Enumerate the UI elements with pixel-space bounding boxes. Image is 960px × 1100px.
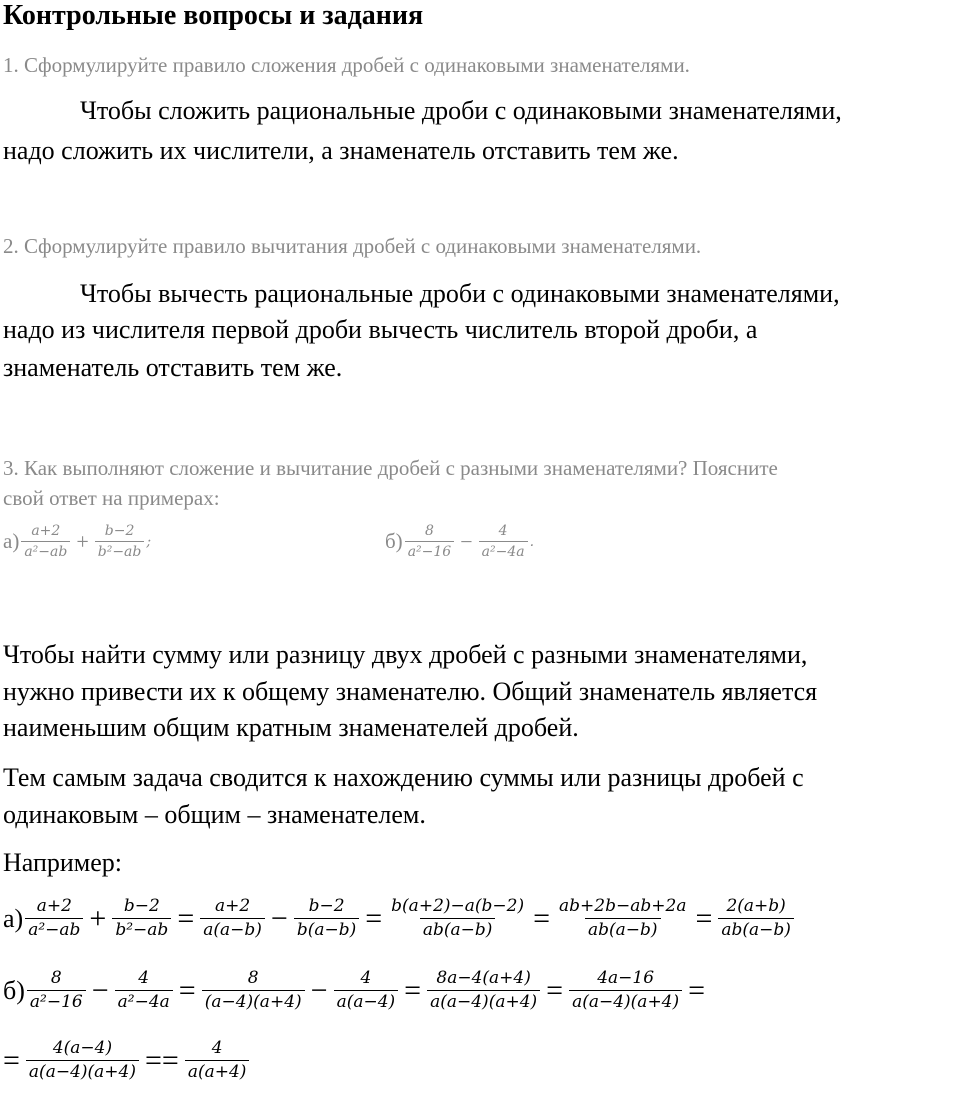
fraction bbox=[202, 970, 305, 1011]
operator: − bbox=[310, 973, 328, 1007]
denominator: b(a−b) bbox=[294, 918, 359, 939]
equals-sign: = bbox=[688, 973, 706, 1007]
answer-2-line-3: знаменатель отставить тем же. bbox=[3, 353, 343, 382]
equals-sign: = bbox=[546, 973, 564, 1007]
answer-3-p1-line-3: наименьшим общим кратным знаменателей дробей. bbox=[3, 713, 579, 742]
numerator: 4 bbox=[360, 968, 372, 988]
numerator: 8 bbox=[424, 523, 434, 539]
solution-b-label: б) bbox=[3, 975, 25, 1005]
fraction bbox=[26, 1040, 139, 1081]
operator: + bbox=[76, 528, 89, 554]
numerator: 8 bbox=[247, 968, 259, 988]
numerator: 4 bbox=[211, 1038, 223, 1058]
answer-1-line-2: надо сложить их числители, а знаменатель отставить тем же. bbox=[3, 136, 679, 165]
example-heading: Например: bbox=[3, 848, 123, 877]
numerator: 2(a+b) bbox=[726, 896, 786, 916]
solution-a bbox=[3, 898, 796, 939]
fraction bbox=[21, 524, 70, 559]
page-title: Контрольные вопросы и задания bbox=[3, 0, 424, 31]
fraction bbox=[556, 898, 689, 939]
numerator: b−2 bbox=[123, 896, 160, 916]
numerator: b(a+2)−a(b−2) bbox=[391, 896, 525, 916]
numerator: 4a−16 bbox=[597, 968, 655, 988]
equals-sign: = bbox=[533, 901, 551, 935]
fraction bbox=[200, 898, 265, 939]
fraction bbox=[115, 970, 173, 1011]
denominator: a(a+4) bbox=[185, 1060, 250, 1081]
denominator: a(a−4) bbox=[334, 990, 399, 1011]
fraction bbox=[27, 970, 86, 1011]
question-3-line-2: свой ответ на примерах: bbox=[3, 486, 220, 510]
numerator: a+2 bbox=[36, 896, 72, 916]
fraction bbox=[334, 970, 399, 1011]
equals-sign: = bbox=[177, 901, 195, 935]
equals-sign: = bbox=[404, 973, 422, 1007]
question-1: 1. Сформулируйте правило сложения дробей с одинаковыми знаменателями. bbox=[3, 53, 690, 77]
denominator: a²−16 bbox=[27, 990, 86, 1011]
fraction bbox=[388, 898, 527, 939]
denominator: a²−4a bbox=[115, 990, 173, 1011]
question-2: 2. Сформулируйте правило вычитания дробей с одинаковыми знаменателями. bbox=[3, 234, 702, 258]
denominator: ab(a−b) bbox=[718, 918, 794, 939]
fraction bbox=[405, 524, 455, 559]
equals-sign: = bbox=[3, 1043, 20, 1077]
equals-sign: = bbox=[365, 901, 383, 935]
fraction bbox=[112, 898, 171, 939]
fraction bbox=[95, 524, 145, 559]
numerator: 8a−4(a+4) bbox=[436, 968, 531, 988]
fraction bbox=[185, 1040, 250, 1081]
fraction bbox=[294, 898, 359, 939]
answer-1-line-1: Чтобы сложить рациональные дроби с одинаковыми знаменателями, bbox=[80, 96, 842, 125]
numerator: a+2 bbox=[214, 896, 251, 916]
denominator: a(a−4)(a+4) bbox=[26, 1060, 139, 1081]
denominator: a²−16 bbox=[405, 541, 455, 559]
answer-3-p2-line-1: Тем самым задача сводится к нахождению суммы или разницы дробей с bbox=[3, 763, 804, 792]
denominator: (a−4)(a+4) bbox=[202, 990, 305, 1011]
question-3-example-a bbox=[3, 524, 151, 559]
denominator: a(a−4)(a+4) bbox=[427, 990, 540, 1011]
fraction bbox=[569, 970, 682, 1011]
answer-3-p1-line-2: нужно привести их к общему знаменателю. Общий знаменатель является bbox=[3, 677, 818, 706]
denominator: a(a−4)(a+4) bbox=[569, 990, 682, 1011]
answer-2-line-2: надо из числителя первой дроби вычесть числитель второй дроби, а bbox=[3, 315, 758, 344]
numerator: 8 bbox=[50, 968, 62, 988]
answer-2-line-1: Чтобы вычесть рациональные дроби с одинаковыми знаменателями, bbox=[80, 279, 840, 308]
punctuation: ; bbox=[146, 533, 152, 550]
question-3-line-1: 3. Как выполняют сложение и вычитание дробей с разными знаменателями? Поясните bbox=[3, 456, 778, 480]
denominator: a(a−b) bbox=[200, 918, 265, 939]
numerator: 4 bbox=[138, 968, 150, 988]
denominator: b²−ab bbox=[95, 541, 145, 559]
denominator: a²−4a bbox=[479, 541, 528, 559]
fraction bbox=[427, 970, 540, 1011]
solution-b-line-1 bbox=[3, 970, 709, 1011]
fraction bbox=[718, 898, 794, 939]
solution-b-line-2 bbox=[3, 1040, 251, 1081]
numerator: 4(a−4) bbox=[52, 1038, 113, 1058]
answer-3-p2-line-2: одинаковым – общим – знаменателем. bbox=[3, 800, 426, 829]
operator: − bbox=[270, 901, 288, 935]
answer-3-p1-line-1: Чтобы найти сумму или разницу двух дробей с разными знаменателями, bbox=[3, 640, 808, 669]
example-a-label: а) bbox=[3, 529, 20, 553]
equals-sign: = bbox=[695, 901, 713, 935]
numerator: ab+2b−ab+2a bbox=[559, 896, 687, 916]
question-3-example-b bbox=[385, 524, 534, 559]
operator: − bbox=[460, 528, 473, 554]
fraction bbox=[25, 898, 83, 939]
operator: + bbox=[89, 901, 107, 935]
operator: − bbox=[91, 973, 109, 1007]
denominator: ab(a−b) bbox=[585, 918, 661, 939]
numerator: a+2 bbox=[31, 523, 61, 539]
fraction bbox=[479, 524, 528, 559]
numerator: 4 bbox=[498, 523, 508, 539]
denominator: a²−ab bbox=[21, 541, 70, 559]
denominator: a²−ab bbox=[25, 918, 83, 939]
example-b-label: б) bbox=[385, 529, 403, 553]
numerator: b−2 bbox=[308, 896, 345, 916]
equals-sign: = bbox=[178, 973, 196, 1007]
denominator: ab(a−b) bbox=[420, 918, 496, 939]
solution-a-label: а) bbox=[3, 903, 24, 933]
numerator: b−2 bbox=[104, 523, 135, 539]
equals-sign: == bbox=[144, 1043, 179, 1077]
denominator: b²−ab bbox=[112, 918, 171, 939]
punctuation: . bbox=[529, 533, 535, 550]
